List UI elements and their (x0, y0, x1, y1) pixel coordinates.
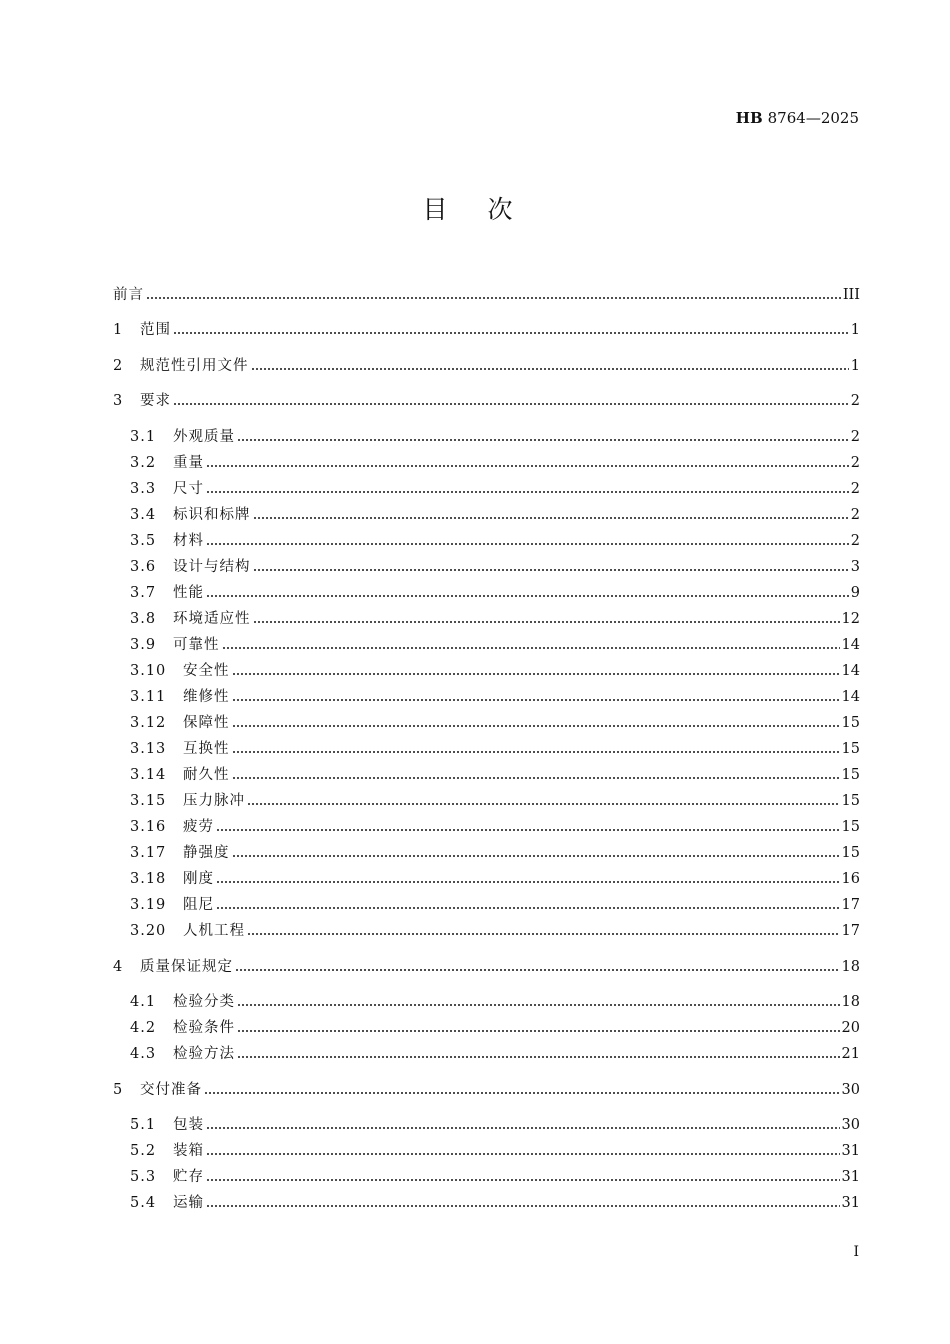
toc-entry-page: 2 (850, 429, 860, 445)
toc-entry[interactable] (130, 1166, 860, 1188)
toc-entry[interactable] (130, 634, 860, 656)
toc-entry-page: 14 (841, 637, 860, 653)
toc-entry-number: 3.18 (130, 871, 167, 887)
toc-entry-page: 31 (841, 1195, 860, 1211)
toc-dot-leader (216, 907, 840, 909)
toc-entry-page: 15 (841, 767, 860, 783)
toc-entry-page: 18 (841, 994, 860, 1010)
toc-entry-label: 贮存 (173, 1169, 204, 1185)
toc-entry-page: III (842, 287, 860, 303)
toc-entry-page: 20 (841, 1020, 860, 1036)
toc-entry-number: 3.17 (130, 845, 167, 861)
toc-dot-leader (216, 881, 840, 883)
toc-entry-page: 15 (841, 715, 860, 731)
toc-entry-page: 16 (841, 871, 860, 887)
toc-entry-page: 2 (850, 393, 860, 409)
toc-dot-leader (204, 1092, 840, 1094)
toc-entry-number: 3.15 (130, 793, 167, 809)
toc-entry[interactable] (113, 956, 860, 978)
toc-dot-leader (216, 829, 840, 831)
toc-entry-number: 5 (113, 1082, 123, 1098)
toc-entry[interactable] (130, 1043, 860, 1065)
toc-entry[interactable] (130, 452, 860, 474)
toc-entry[interactable] (130, 738, 860, 760)
toc-dot-leader (206, 543, 849, 545)
toc-dot-leader (206, 1205, 840, 1207)
toc-entry[interactable] (130, 556, 860, 578)
toc-entry[interactable] (130, 991, 860, 1013)
toc-dot-leader (237, 439, 849, 441)
toc-entry[interactable] (130, 1017, 860, 1039)
toc-dot-leader (173, 332, 849, 334)
toc-entry-page: 30 (841, 1082, 860, 1098)
toc-dot-leader (222, 647, 840, 649)
toc-entry-number: 3.14 (130, 767, 167, 783)
toc-dot-leader (232, 777, 840, 779)
toc-entry-page: 14 (841, 689, 860, 705)
toc-dot-leader (251, 368, 849, 370)
toc-entry-label: 装箱 (173, 1143, 204, 1159)
toc-entry-label: 性能 (173, 585, 204, 601)
toc-entry-page: 3 (850, 559, 860, 575)
toc-entry-number: 3.12 (130, 715, 167, 731)
toc-entry-label: 标识和标牌 (173, 507, 251, 523)
toc-entry-number: 3 (113, 393, 123, 409)
toc-entry-number: 3.7 (130, 585, 157, 601)
toc-entry-number: 3.16 (130, 819, 167, 835)
toc-entry[interactable] (130, 1140, 860, 1162)
toc-dot-leader (206, 595, 849, 597)
toc-entry-number: 5.3 (130, 1169, 157, 1185)
toc-entry-page: 1 (850, 358, 860, 374)
toc-dot-leader (232, 699, 840, 701)
toc-entry[interactable] (113, 1079, 860, 1101)
toc-entry-number: 3.19 (130, 897, 167, 913)
toc-entry-number: 3.3 (130, 481, 157, 497)
toc-entry-number: 3.13 (130, 741, 167, 757)
toc-entry-number: 1 (113, 322, 123, 338)
toc-entry-label: 要求 (140, 393, 171, 409)
toc-dot-leader (247, 933, 840, 935)
toc-entry-page: 17 (841, 923, 860, 939)
toc-entry-label: 疲劳 (183, 819, 214, 835)
toc-entry-label: 保障性 (183, 715, 230, 731)
toc-entry-page: 15 (841, 793, 860, 809)
toc-entry-page: 2 (850, 481, 860, 497)
standard-prefix: HB (735, 109, 763, 127)
toc-entry-label: 阻尼 (183, 897, 214, 913)
toc-entry[interactable] (113, 319, 860, 341)
toc-entry-number: 3.10 (130, 663, 167, 679)
page-title: 目次 (422, 195, 553, 224)
toc-entry-label: 安全性 (183, 663, 230, 679)
toc-entry-label: 包装 (173, 1117, 204, 1133)
toc-entry-number: 3.6 (130, 559, 157, 575)
toc-entry-page: 21 (841, 1046, 860, 1062)
toc-entry-label: 环境适应性 (173, 611, 251, 627)
toc-entry-number: 3.4 (130, 507, 157, 523)
toc-entry-page: 17 (841, 897, 860, 913)
toc-entry[interactable] (113, 284, 860, 306)
toc-entry-page: 30 (841, 1117, 860, 1133)
toc-entry-label: 耐久性 (183, 767, 230, 783)
toc-entry[interactable] (130, 712, 860, 734)
toc-entry-number: 4 (113, 959, 123, 975)
toc-entry-label: 人机工程 (183, 923, 245, 939)
toc-entry-number: 3.9 (130, 637, 157, 653)
toc-entry-number: 3.11 (130, 689, 167, 705)
toc-entry-label: 静强度 (183, 845, 230, 861)
toc-entry-number: 5.1 (130, 1117, 157, 1133)
toc-entry-number: 4.3 (130, 1046, 157, 1062)
standard-number: 8764—2025 (767, 109, 859, 127)
toc-dot-leader (253, 621, 840, 623)
toc-dot-leader (253, 569, 849, 571)
toc-dot-leader (206, 1153, 840, 1155)
toc-entry[interactable] (130, 478, 860, 500)
toc-entry-page: 14 (841, 663, 860, 679)
toc-entry-number: 3.8 (130, 611, 157, 627)
toc-dot-leader (206, 1127, 840, 1129)
toc-dot-leader (235, 969, 840, 971)
toc-entry-number: 5.4 (130, 1195, 157, 1211)
toc-entry[interactable] (113, 355, 860, 377)
toc-entry-label: 检验条件 (173, 1020, 235, 1036)
toc-entry-number: 3.2 (130, 455, 157, 471)
toc-entry-page: 2 (850, 455, 860, 471)
toc-entry[interactable] (130, 504, 860, 526)
toc-dot-leader (173, 403, 849, 405)
toc-entry-page: 15 (841, 819, 860, 835)
toc-dot-leader (237, 1056, 840, 1058)
toc-entry-number: 3.20 (130, 923, 167, 939)
toc-entry-page: 2 (850, 533, 860, 549)
toc-dot-leader (206, 1179, 840, 1181)
toc-entry-page: 31 (841, 1143, 860, 1159)
toc-entry-label: 互换性 (183, 741, 230, 757)
toc-entry-page: 12 (841, 611, 860, 627)
toc-entry[interactable] (130, 894, 860, 916)
toc-entry[interactable] (130, 790, 860, 812)
toc-entry[interactable] (130, 764, 860, 786)
toc-entry-label: 规范性引用文件 (140, 358, 249, 374)
toc-entry[interactable] (130, 686, 860, 708)
toc-dot-leader (232, 725, 840, 727)
toc-entry-page: 31 (841, 1169, 860, 1185)
toc-entry-page: 15 (841, 741, 860, 757)
toc-entry-label: 范围 (140, 322, 171, 338)
toc-entry-number: 3.5 (130, 533, 157, 549)
toc-entry[interactable] (130, 582, 860, 604)
toc-entry[interactable] (130, 842, 860, 864)
toc-dot-leader (253, 517, 849, 519)
toc-entry-number: 4.2 (130, 1020, 157, 1036)
toc-entry-label: 交付准备 (140, 1082, 202, 1098)
toc-entry-page: 2 (850, 507, 860, 523)
toc-entry-label: 质量保证规定 (140, 959, 233, 975)
toc-entry-number: 3.1 (130, 429, 157, 445)
toc-dot-leader (237, 1030, 840, 1032)
toc-entry-label: 检验方法 (173, 1046, 235, 1062)
toc-entry[interactable] (130, 920, 860, 942)
toc-entry-label: 刚度 (183, 871, 214, 887)
toc-entry-label: 维修性 (183, 689, 230, 705)
toc-entry-label: 可靠性 (173, 637, 220, 653)
toc-entry[interactable] (130, 868, 860, 890)
toc-dot-leader (237, 1004, 840, 1006)
toc-entry-number: 2 (113, 358, 123, 374)
toc-entry[interactable] (130, 426, 860, 448)
toc-entry-page: 18 (841, 959, 860, 975)
toc-dot-leader (206, 491, 849, 493)
page-number: I (853, 1244, 859, 1260)
toc-entry-label: 检验分类 (173, 994, 235, 1010)
toc-entry[interactable] (130, 1114, 860, 1136)
toc-dot-leader (232, 855, 840, 857)
toc-dot-leader (206, 465, 849, 467)
toc-entry-page: 1 (850, 322, 860, 338)
toc-entry-label: 外观质量 (173, 429, 235, 445)
toc-entry-page: 9 (850, 585, 860, 601)
toc-entry[interactable] (130, 608, 860, 630)
toc-entry-label: 重量 (173, 455, 204, 471)
toc-entry[interactable] (130, 530, 860, 552)
toc-entry-label: 材料 (173, 533, 204, 549)
toc-entry[interactable] (130, 660, 860, 682)
toc-entry[interactable] (130, 816, 860, 838)
toc-entry-label: 尺寸 (173, 481, 204, 497)
toc-entry-page: 15 (841, 845, 860, 861)
toc-entry-label: 运输 (173, 1195, 204, 1211)
toc-dot-leader (247, 803, 840, 805)
toc-entry-number: 4.1 (130, 994, 157, 1010)
toc-dot-leader (232, 751, 840, 753)
toc-entry-label: 压力脉冲 (183, 793, 245, 809)
toc-entry[interactable] (130, 1192, 860, 1214)
toc-entry-number: 5.2 (130, 1143, 157, 1159)
toc-entry-label: 前言 (113, 287, 144, 303)
toc-entry[interactable] (113, 390, 860, 412)
toc-dot-leader (232, 673, 840, 675)
toc-dot-leader (146, 297, 841, 299)
toc-entry-label: 设计与结构 (173, 559, 251, 575)
